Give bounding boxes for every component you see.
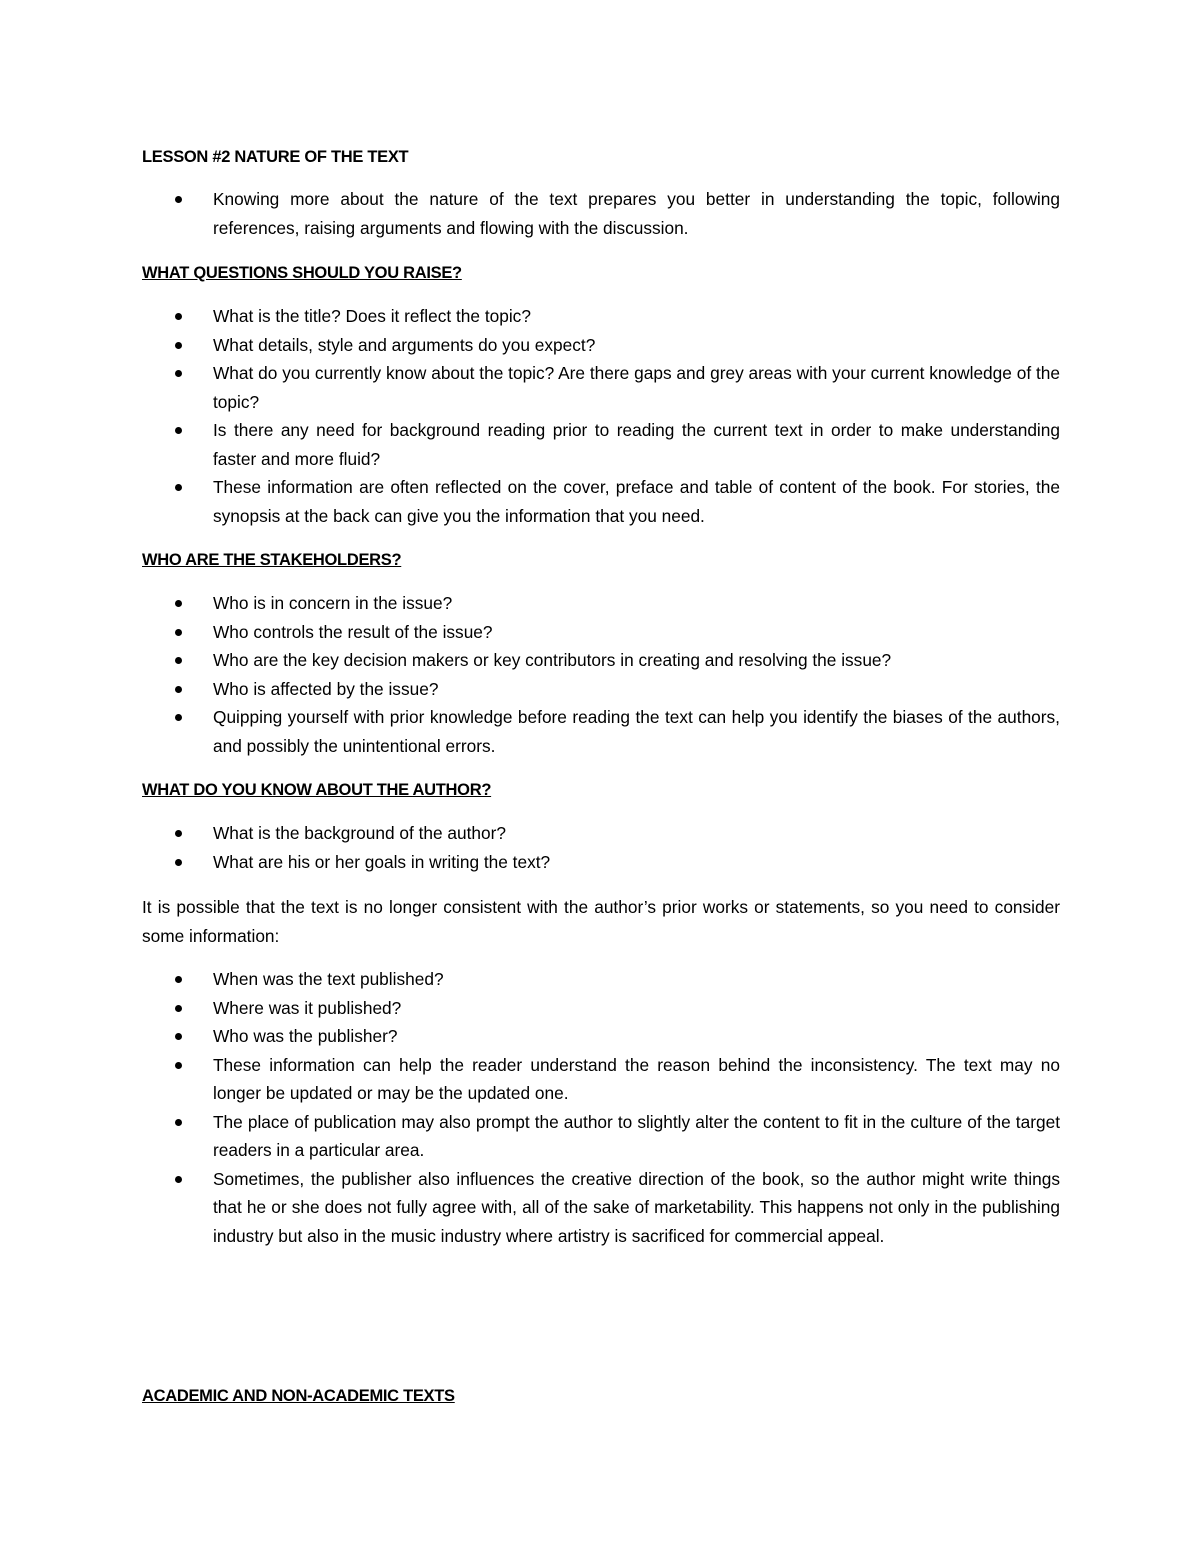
bullet-icon — [175, 629, 182, 636]
bullet-icon — [175, 196, 182, 203]
bullet-icon — [175, 830, 182, 837]
list-item: These information are often reflected on the cover, preface and table of content of the book. For stories, the synopsis at the back can give you the information that you need. — [142, 473, 1060, 530]
bullet-icon — [175, 484, 182, 491]
section-heading-academic: ACADEMIC AND NON-ACADEMIC TEXTS — [142, 1387, 455, 1405]
list-item: Who is in concern in the issue? — [142, 589, 1060, 618]
list-item: Who was the publisher? — [142, 1022, 1060, 1051]
section-heading-stakeholders: WHO ARE THE STAKEHOLDERS? — [142, 551, 402, 569]
list-item: Quipping yourself with prior knowledge before reading the text can help you identify the biases of the authors, and possibly the unintentional errors. — [142, 703, 1060, 760]
list-item: Who is affected by the issue? — [142, 675, 1060, 704]
bullet-icon — [175, 1176, 182, 1183]
list-item: Who controls the result of the issue? — [142, 618, 1060, 647]
bullet-icon — [175, 859, 182, 866]
bullet-icon — [175, 1005, 182, 1012]
list-item: Where was it published? — [142, 994, 1060, 1023]
list-item: What is the background of the author? — [142, 819, 1060, 848]
bullet-icon — [175, 976, 182, 983]
bullet-icon — [175, 370, 182, 377]
bullet-icon — [175, 657, 182, 664]
list-item: What is the title? Does it reflect the topic? — [142, 302, 1060, 331]
list-item: What do you currently know about the topic? Are there gaps and grey areas with your current knowledge of the topic? — [142, 359, 1060, 416]
bullet-icon — [175, 600, 182, 607]
list-item: Sometimes, the publisher also influences the creative direction of the book, so the author might write things that he or she does not fully agree with, all of the sake of marketability. This happens not only in the publishing industry but also in the music industry where artistry is sacrificed for commercial appeal. — [142, 1165, 1060, 1251]
bullet-icon — [175, 1119, 182, 1126]
stakeholders-list — [142, 589, 1060, 760]
bullet-icon — [175, 714, 182, 721]
bullet-icon — [175, 1062, 182, 1069]
bullet-icon — [175, 342, 182, 349]
list-item: What details, style and arguments do you expect? — [142, 331, 1060, 360]
questions-list — [142, 302, 1060, 530]
author-paragraph: It is possible that the text is no longer consistent with the author’s prior works or statements, so you need to consider some information: — [142, 897, 1060, 946]
list-item: These information can help the reader understand the reason behind the inconsistency. The text may no longer be updated or may be the updated one. — [142, 1051, 1060, 1108]
list-item: When was the text published? — [142, 965, 1060, 994]
author-list — [142, 819, 1060, 876]
bullet-icon — [175, 686, 182, 693]
bullet-icon — [175, 427, 182, 434]
section-heading-author: WHAT DO YOU KNOW ABOUT THE AUTHOR? — [142, 781, 492, 799]
list-item: Is there any need for background reading prior to reading the current text in order to make understanding faster and more fluid? — [142, 416, 1060, 473]
publication-list — [142, 965, 1060, 1250]
list-item: Who are the key decision makers or key contributors in creating and resolving the issue? — [142, 646, 1060, 675]
bullet-icon — [175, 313, 182, 320]
section-heading-questions: WHAT QUESTIONS SHOULD YOU RAISE? — [142, 264, 462, 282]
intro-list — [142, 185, 1060, 242]
bullet-icon — [175, 1033, 182, 1040]
list-item: What are his or her goals in writing the text? — [142, 848, 1060, 877]
lesson-title: LESSON #2 NATURE OF THE TEXT — [142, 148, 409, 166]
list-item: The place of publication may also prompt the author to slightly alter the content to fit in the culture of the target readers in a particular area. — [142, 1108, 1060, 1165]
list-item: Knowing more about the nature of the text prepares you better in understanding the topic, following references, raising arguments and flowing with the discussion. — [142, 185, 1060, 242]
